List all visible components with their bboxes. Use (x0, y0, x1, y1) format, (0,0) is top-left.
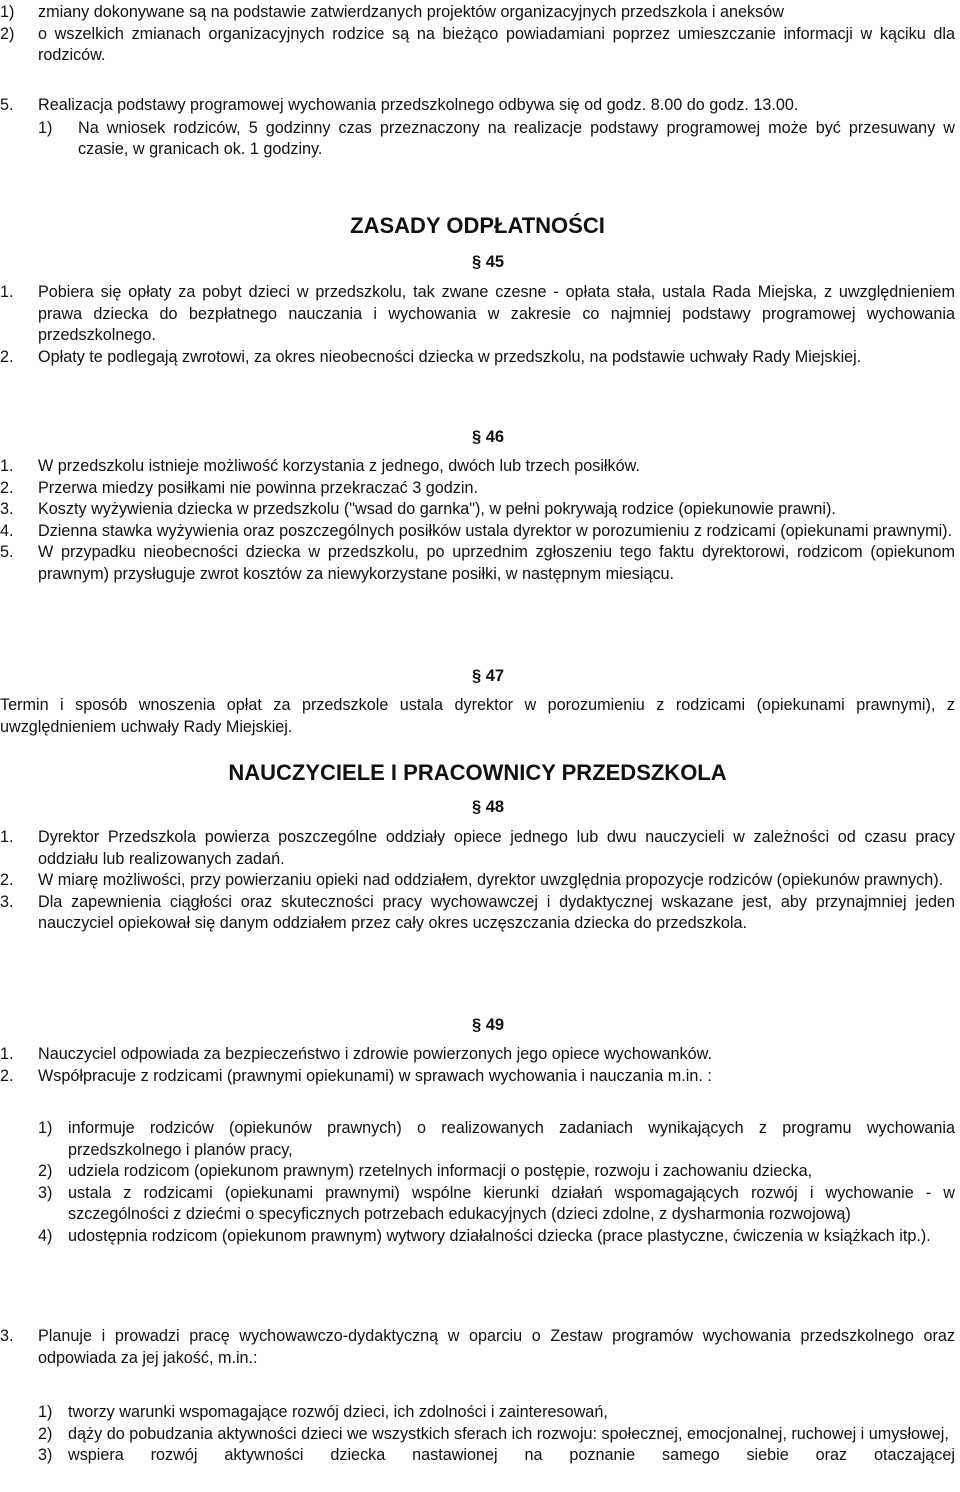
list-item (0, 478, 955, 500)
list-item (0, 1445, 955, 1467)
list-item (0, 118, 955, 161)
section-47-label: § 47 (471, 667, 505, 685)
item-number: 3) (38, 1183, 53, 1202)
item-number: 1. (0, 283, 14, 301)
item-text: Dzienna stawka wyżywienia oraz poszczególnych posiłków ustala dyrektor w porozumieniu z rodzicami (opiekunami prawnymi). (38, 521, 953, 540)
list-item (0, 347, 955, 369)
list-item (0, 1118, 955, 1161)
section-49-sublist-b (0, 1402, 955, 1467)
item-text: W miarę możliwości, przy powierzaniu opieki nad oddziałem, dyrektor uwzględnia propozycje rodziców (opiekunów prawnych). (38, 871, 944, 889)
item-text: udziela rodzicom (opiekunom prawnym) rzetelnych informacji o postępie, rozwoju i zachowaniu dziecka, (68, 1162, 813, 1180)
item-number: 2) (0, 24, 15, 43)
list-item (0, 1326, 955, 1369)
list-item (0, 1402, 955, 1424)
list-item (0, 95, 955, 117)
item-number: 3. (0, 500, 14, 518)
list-item (0, 1424, 955, 1446)
item-text: Opłaty te podlegają zwrotowi, za okres nieobecności dziecka w przedszkolu, na podstawie uchwały Rady Miejskiej. (38, 347, 862, 366)
item-number: 1) (0, 3, 15, 21)
section-45-label: § 45 (471, 253, 505, 271)
section-45 (0, 282, 955, 368)
list-item (0, 1226, 955, 1248)
item-text: W przedszkolu istnieje możliwość korzystania z jednego, dwóch lub trzech posiłków. (38, 457, 640, 475)
item-number: 5. (0, 543, 14, 561)
item-number: 4) (38, 1226, 53, 1245)
list-item (0, 1044, 955, 1066)
heading-nauczyciele: NAUCZYCIELE I PRACOWNICY PRZEDSZKOLA (228, 760, 727, 785)
item-text: tworzy warunki wspomagające rozwój dzieci, ich zdolności i zainteresowań, (68, 1403, 608, 1421)
item-number: 3. (0, 1327, 14, 1345)
item-text: informuje rodziców (opiekunów prawnych) o realizowanych zadaniach wynikających z programu wychowania przedszkolnego i planów pracy, (68, 1119, 955, 1159)
item-number: 2) (38, 1162, 53, 1180)
item-number: 3) (38, 1446, 53, 1464)
list-item (0, 542, 955, 585)
item-number: 5. (0, 96, 14, 114)
list-item (0, 282, 955, 347)
item-number: 1) (38, 118, 53, 137)
list-item (0, 521, 955, 543)
paragraph: Termin i sposób wnoszenia opłat za przedszkole ustala dyrektor w porozumieniu z rodzicami (opiekunami prawnymi), z uwzględnieniem uchwały Rady Miejskiej. (0, 696, 955, 736)
section-46 (0, 456, 955, 585)
item-text: wspiera rozwój aktywności dziecka nastawionej na poznanie samego siebie oraz otaczającej (68, 1446, 955, 1464)
item-text: Realizacja podstawy programowej wychowania przedszkolnego odbywa się od godz. 8.00 do godz. 13.00. (38, 96, 799, 114)
point-5 (0, 95, 955, 161)
list-item (0, 870, 955, 892)
item-number: 3. (0, 892, 14, 911)
top-list (0, 2, 955, 67)
section-48 (0, 827, 955, 935)
item-text: udostępnia rodzicom (opiekunom prawnym) wytwory działalności dziecka (prace plastyczne, ćwiczenia w książkach itp.). (68, 1226, 931, 1245)
item-text: Planuje i prowadzi pracę wychowawczo-dydaktyczną w oparciu o Zestaw programów wychowania przedszkolnego oraz odpowiada za jej jakość, m.in.: (38, 1327, 955, 1367)
item-text: Nauczyciel odpowiada za bezpieczeństwo i zdrowie powierzonych jego opiece wychowanków. (38, 1045, 712, 1063)
item-number: 1. (0, 457, 14, 475)
section-47 (0, 695, 955, 738)
item-number: 1) (38, 1403, 53, 1421)
item-text: o wszelkich zmianach organizacyjnych rodzice są na bieżąco powiadamiani poprzez umieszczanie informacji w kąciku dla rodziców. (38, 24, 955, 64)
item-text: Dla zapewnienia ciągłości oraz skuteczności pracy wychowawczej i dydaktycznej wskazane jest, aby przynajmniej jeden nauczyciel opiekował się danym oddziałem przez cały okres uczęszczania dziecka do przedszkola. (38, 892, 955, 932)
item-number: 2. (0, 871, 14, 889)
item-text: ustala z rodzicami (opiekunami prawnymi) wspólne kierunki działań wspomagających rozwój i wychowanie - w szczególności z dziećmi o specyficznych potrzebach edukacyjnych (dzieci zdolne, z dysharmonia rozwojową) (68, 1183, 955, 1223)
item-text: Dyrektor Przedszkola powierza poszczególne oddziały opiece jednego lub dwu nauczycieli w zależności od czasu pracy oddziału lub realizowanych zadań. (38, 828, 955, 868)
item-text: Pobiera się opłaty za pobyt dzieci w przedszkolu, tak zwane czesne - opłata stała, ustala Rada Miejska, z uwzględnieniem prawa dziecka do bezpłatnego nauczania i wychowania w zakresie co najmniej podstawy programowej wychowania przedszkolnego. (38, 283, 955, 344)
item-text: Przerwa miedzy posiłkami nie powinna przekraczać 3 godzin. (38, 478, 478, 497)
list-item (0, 456, 955, 478)
item-text: zmiany dokonywane są na podstawie zatwierdzanych projektów organizacyjnych przedszkola i aneksów (38, 3, 784, 21)
list-item (0, 892, 955, 935)
list-item (0, 24, 955, 67)
item-number: 1. (0, 828, 14, 846)
item-text: Na wniosek rodziców, 5 godzinny czas przeznaczony na realizacje podstawy programowej może być przesuwany w czasie, w granicach ok. 1 godziny. (78, 118, 955, 158)
section-49-label: § 49 (471, 1016, 505, 1034)
list-item (0, 1066, 955, 1088)
list-item (0, 499, 955, 521)
item-number: 4. (0, 521, 14, 540)
section-49 (0, 1044, 955, 1087)
section-48-label: § 48 (471, 798, 505, 816)
item-text: W przypadku nieobecności dziecka w przedszkolu, po uprzednim zgłoszeniu tego faktu dyrektorowi, rodzicom (opiekunom prawnym) przysługuje zwrot kosztów za niewykorzystane posiłki, w następnym miesiącu. (38, 543, 955, 583)
section-46-label: § 46 (471, 428, 505, 446)
section-49-sublist-a (0, 1118, 955, 1247)
item-text: dąży do pobudzania aktywności dzieci we wszystkich sferach ich rozwoju: społecznej, emocjonalnej, ruchowej i umysłowej, (68, 1424, 949, 1443)
list-item (0, 1183, 955, 1226)
list-item (0, 1161, 955, 1183)
item-number: 2) (38, 1424, 53, 1443)
item-number: 1. (0, 1045, 14, 1063)
item-text: Współpracuje z rodzicami (prawnymi opiekunami) w sprawach wychowania i nauczania m.in. : (38, 1066, 712, 1085)
item-number: 2. (0, 478, 14, 497)
section-49-point-3 (0, 1326, 955, 1369)
item-number: 2. (0, 1066, 14, 1085)
heading-odplatnosc: ZASADY ODPŁATNOŚCI (350, 213, 605, 238)
list-item (0, 827, 955, 870)
item-number: 2. (0, 347, 14, 366)
list-item (0, 2, 955, 24)
item-number: 1) (38, 1119, 53, 1137)
item-text: Koszty wyżywienia dziecka w przedszkolu ("wsad do garnka"), w pełni pokrywają rodzice (opiekunowie prawni). (38, 500, 836, 518)
